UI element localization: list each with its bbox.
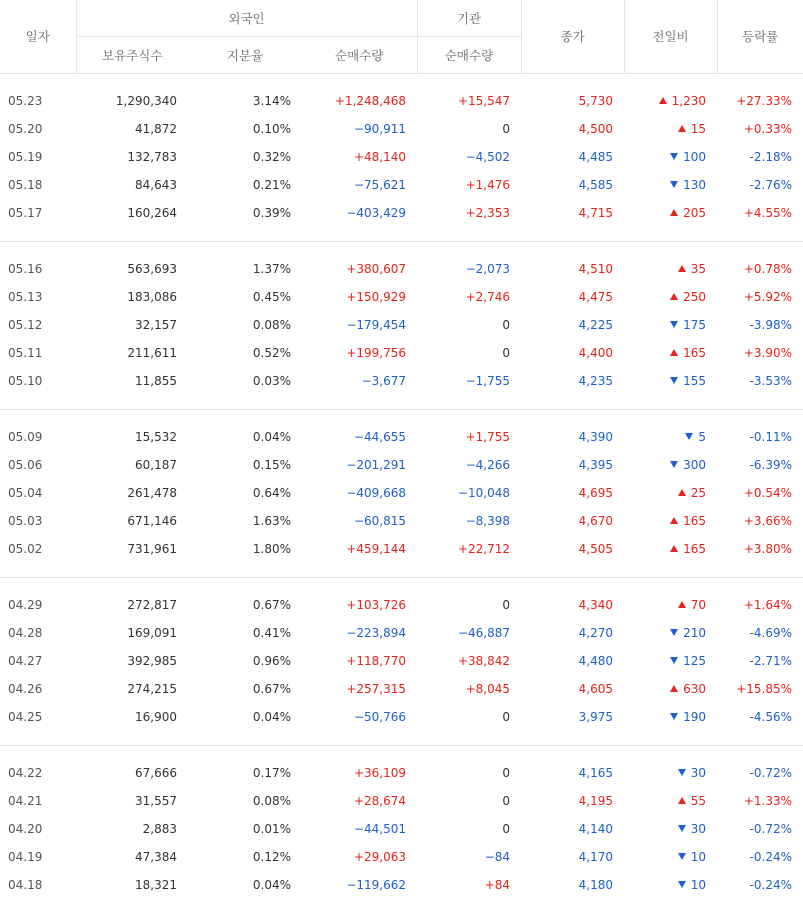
triangle-up-icon	[678, 601, 686, 608]
table-row	[0, 171, 803, 199]
cell-foreign-net: +1,248,468	[334, 94, 407, 108]
table-row	[0, 647, 803, 675]
cell-date: 05.04	[8, 486, 43, 500]
cell-foreign-net: −3,677	[361, 374, 407, 388]
cell-rate: -3.98%	[749, 318, 793, 332]
cell-date: 04.26	[8, 682, 43, 696]
cell-share: 0.41%	[252, 626, 291, 640]
table-row	[0, 815, 803, 843]
cell-foreign-net: +48,140	[353, 150, 407, 164]
cell-date: 04.18	[8, 878, 43, 892]
cell-rate: +1.33%	[743, 794, 793, 808]
cell-close: 4,195	[578, 794, 614, 808]
cell-change-value: 175	[683, 318, 707, 332]
cell-date: 05.17	[8, 206, 43, 220]
table-body	[0, 73, 803, 899]
triangle-down-icon	[670, 657, 678, 664]
group-gap	[0, 227, 803, 241]
cell-close: 4,475	[578, 290, 614, 304]
header-share: 지분율	[188, 36, 302, 73]
cell-date: 04.22	[8, 766, 43, 780]
cell-holdings: 731,961	[127, 542, 177, 556]
cell-change	[624, 311, 717, 339]
cell-close: 4,585	[578, 178, 614, 192]
cell-change-value: 5	[698, 430, 707, 444]
cell-change-value: 190	[683, 710, 707, 724]
table-row	[0, 535, 803, 563]
cell-change-value: 125	[683, 654, 707, 668]
cell-foreign-net: +29,063	[353, 850, 407, 864]
cell-rate: +0.78%	[743, 262, 793, 276]
cell-close: 4,140	[578, 822, 614, 836]
cell-holdings: 47,384	[135, 850, 177, 864]
cell-share: 0.21%	[252, 178, 291, 192]
cell-share: 0.17%	[252, 766, 291, 780]
triangle-down-icon	[678, 853, 686, 860]
cell-holdings: 169,091	[127, 626, 177, 640]
cell-foreign-net: −44,655	[353, 430, 407, 444]
cell-foreign-net: −44,501	[353, 822, 407, 836]
cell-foreign-net: +459,144	[346, 542, 407, 556]
cell-rate: -0.24%	[749, 850, 793, 864]
cell-share: 0.01%	[252, 822, 291, 836]
cell-share: 0.96%	[252, 654, 291, 668]
cell-close: 4,715	[578, 206, 614, 220]
table-header	[0, 0, 803, 73]
cell-date: 05.20	[8, 122, 43, 136]
cell-foreign-net: −179,454	[346, 318, 407, 332]
cell-change	[624, 507, 717, 535]
cell-rate: -2.18%	[749, 150, 793, 164]
cell-change	[624, 199, 717, 227]
cell-change-value: 165	[683, 346, 707, 360]
cell-rate: +3.90%	[743, 346, 793, 360]
cell-rate: +3.66%	[743, 514, 793, 528]
cell-change-value: 210	[683, 626, 707, 640]
triangle-down-icon	[670, 713, 678, 720]
cell-foreign-net: −223,894	[346, 626, 407, 640]
header-change: 전일비	[624, 0, 717, 73]
group-separator	[0, 241, 803, 255]
cell-holdings: 132,783	[127, 150, 177, 164]
cell-rate: -4.69%	[749, 626, 793, 640]
cell-change-value: 165	[683, 542, 707, 556]
cell-share: 1.37%	[252, 262, 291, 276]
cell-change	[624, 759, 717, 787]
cell-change-value: 250	[683, 290, 707, 304]
cell-share: 3.14%	[252, 94, 291, 108]
header-date: 일자	[0, 0, 76, 73]
cell-rate: -2.71%	[749, 654, 793, 668]
cell-date: 05.09	[8, 430, 43, 444]
cell-holdings: 183,086	[127, 290, 177, 304]
cell-inst-net: 0	[502, 794, 511, 808]
cell-close: 4,395	[578, 458, 614, 472]
cell-close: 4,235	[578, 374, 614, 388]
cell-foreign-net: +118,770	[346, 654, 407, 668]
cell-foreign-net: +150,929	[346, 290, 407, 304]
cell-share: 0.39%	[252, 206, 291, 220]
cell-foreign-net: +36,109	[353, 766, 407, 780]
cell-share: 0.10%	[252, 122, 291, 136]
group-gap	[0, 395, 803, 409]
cell-change	[624, 339, 717, 367]
cell-rate: -0.24%	[749, 878, 793, 892]
cell-change-value: 10	[690, 850, 707, 864]
cell-holdings: 274,215	[127, 682, 177, 696]
cell-inst-net: −4,266	[465, 458, 511, 472]
cell-inst-net: 0	[502, 318, 511, 332]
cell-rate: -0.72%	[749, 766, 793, 780]
cell-inst-net: −1,755	[465, 374, 511, 388]
cell-inst-net: +15,547	[457, 94, 511, 108]
cell-change-value: 300	[683, 458, 707, 472]
table-row	[0, 619, 803, 647]
triangle-down-icon	[670, 181, 678, 188]
cell-change	[624, 367, 717, 395]
cell-date: 04.28	[8, 626, 43, 640]
cell-date: 05.03	[8, 514, 43, 528]
cell-close: 4,180	[578, 878, 614, 892]
cell-rate: -2.76%	[749, 178, 793, 192]
table-row	[0, 283, 803, 311]
cell-change	[624, 647, 717, 675]
table-row	[0, 255, 803, 283]
cell-rate: +5.92%	[743, 290, 793, 304]
header-inst-net: 순매수량	[417, 36, 521, 73]
cell-change	[624, 451, 717, 479]
cell-foreign-net: +28,674	[353, 794, 407, 808]
cell-date: 04.27	[8, 654, 43, 668]
cell-date: 05.06	[8, 458, 43, 472]
cell-inst-net: +38,842	[457, 654, 511, 668]
cell-date: 04.21	[8, 794, 43, 808]
header-rate: 등락률	[717, 0, 803, 73]
cell-rate: +3.80%	[743, 542, 793, 556]
cell-change	[624, 115, 717, 143]
cell-close: 4,695	[578, 486, 614, 500]
cell-holdings: 18,321	[135, 878, 177, 892]
triangle-up-icon	[659, 97, 667, 104]
table-row	[0, 507, 803, 535]
cell-holdings: 67,666	[135, 766, 177, 780]
cell-change-value: 1,230	[671, 94, 707, 108]
cell-rate: -4.56%	[749, 710, 793, 724]
header-close: 종가	[521, 0, 624, 73]
cell-holdings: 1,290,340	[115, 94, 177, 108]
table-row	[0, 675, 803, 703]
cell-inst-net: −2,073	[465, 262, 511, 276]
cell-inst-net: +1,476	[465, 178, 511, 192]
cell-change-value: 130	[683, 178, 707, 192]
cell-share: 0.04%	[252, 710, 291, 724]
cell-change	[624, 619, 717, 647]
cell-change-value: 165	[683, 514, 707, 528]
cell-date: 05.13	[8, 290, 43, 304]
cell-inst-net: +22,712	[457, 542, 511, 556]
cell-change-value: 35	[690, 262, 707, 276]
cell-close: 4,400	[578, 346, 614, 360]
cell-share: 0.64%	[252, 486, 291, 500]
cell-foreign-net: −75,621	[353, 178, 407, 192]
cell-inst-net: 0	[502, 710, 511, 724]
cell-share: 0.67%	[252, 598, 291, 612]
cell-share: 0.52%	[252, 346, 291, 360]
cell-holdings: 272,817	[127, 598, 177, 612]
triangle-up-icon	[670, 349, 678, 356]
cell-foreign-net: +257,315	[346, 682, 407, 696]
cell-date: 04.20	[8, 822, 43, 836]
triangle-up-icon	[670, 209, 678, 216]
triangle-down-icon	[670, 377, 678, 384]
cell-change-value: 70	[690, 598, 707, 612]
cell-share: 0.04%	[252, 430, 291, 444]
triangle-up-icon	[670, 517, 678, 524]
cell-date: 05.16	[8, 262, 43, 276]
triangle-down-icon	[685, 433, 693, 440]
table-row	[0, 87, 803, 115]
triangle-up-icon	[678, 265, 686, 272]
table-row	[0, 143, 803, 171]
cell-change-value: 55	[690, 794, 707, 808]
cell-holdings: 31,557	[135, 794, 177, 808]
table-row	[0, 115, 803, 143]
group-separator	[0, 745, 803, 759]
cell-foreign-net: −403,429	[346, 206, 407, 220]
cell-inst-net: −10,048	[457, 486, 511, 500]
cell-holdings: 84,643	[135, 178, 177, 192]
triangle-down-icon	[670, 461, 678, 468]
cell-change	[624, 871, 717, 899]
cell-date: 05.12	[8, 318, 43, 332]
cell-close: 5,730	[578, 94, 614, 108]
cell-change-value: 205	[683, 206, 707, 220]
cell-share: 0.67%	[252, 682, 291, 696]
triangle-down-icon	[670, 153, 678, 160]
table-row	[0, 479, 803, 507]
cell-inst-net: −84	[484, 850, 511, 864]
cell-change	[624, 255, 717, 283]
cell-date: 05.02	[8, 542, 43, 556]
cell-holdings: 2,883	[142, 822, 177, 836]
header-foreign: 외국인	[76, 0, 417, 36]
cell-share: 0.12%	[252, 850, 291, 864]
cell-close: 4,270	[578, 626, 614, 640]
triangle-down-icon	[678, 769, 686, 776]
header-institution: 기관	[417, 0, 521, 36]
table-row	[0, 311, 803, 339]
cell-change-value: 15	[690, 122, 707, 136]
triangle-down-icon	[670, 629, 678, 636]
cell-share: 0.08%	[252, 794, 291, 808]
cell-holdings: 160,264	[127, 206, 177, 220]
cell-close: 4,170	[578, 850, 614, 864]
cell-holdings: 261,478	[127, 486, 177, 500]
cell-close: 4,670	[578, 514, 614, 528]
cell-rate: -6.39%	[749, 458, 793, 472]
triangle-down-icon	[678, 825, 686, 832]
cell-share: 1.63%	[252, 514, 291, 528]
cell-date: 05.18	[8, 178, 43, 192]
cell-change-value: 25	[690, 486, 707, 500]
triangle-up-icon	[670, 685, 678, 692]
cell-holdings: 15,532	[135, 430, 177, 444]
cell-holdings: 41,872	[135, 122, 177, 136]
cell-change	[624, 591, 717, 619]
cell-close: 4,605	[578, 682, 614, 696]
table-row	[0, 871, 803, 899]
triangle-up-icon	[670, 293, 678, 300]
table-row	[0, 591, 803, 619]
cell-share: 0.03%	[252, 374, 291, 388]
cell-change	[624, 787, 717, 815]
cell-holdings: 11,855	[135, 374, 177, 388]
cell-holdings: 32,157	[135, 318, 177, 332]
table-row	[0, 451, 803, 479]
cell-close: 4,340	[578, 598, 614, 612]
cell-inst-net: +8,045	[465, 682, 511, 696]
cell-foreign-net: −60,815	[353, 514, 407, 528]
cell-rate: +0.33%	[743, 122, 793, 136]
cell-foreign-net: +199,756	[346, 346, 407, 360]
cell-inst-net: 0	[502, 346, 511, 360]
cell-close: 4,505	[578, 542, 614, 556]
table-row	[0, 339, 803, 367]
cell-date: 04.29	[8, 598, 43, 612]
group-gap	[0, 731, 803, 745]
cell-date: 04.25	[8, 710, 43, 724]
triangle-down-icon	[670, 321, 678, 328]
cell-change	[624, 815, 717, 843]
triangle-up-icon	[670, 545, 678, 552]
cell-change	[624, 423, 717, 451]
cell-close: 4,390	[578, 430, 614, 444]
triangle-up-icon	[678, 489, 686, 496]
cell-holdings: 563,693	[127, 262, 177, 276]
cell-inst-net: +84	[484, 878, 511, 892]
cell-close: 3,975	[578, 710, 614, 724]
table-row	[0, 843, 803, 871]
cell-date: 05.10	[8, 374, 43, 388]
cell-holdings: 392,985	[127, 654, 177, 668]
cell-date: 04.19	[8, 850, 43, 864]
cell-foreign-net: −119,662	[346, 878, 407, 892]
cell-rate: -0.72%	[749, 822, 793, 836]
cell-close: 4,480	[578, 654, 614, 668]
cell-change	[624, 535, 717, 563]
cell-date: 05.11	[8, 346, 43, 360]
table-row	[0, 759, 803, 787]
triangle-up-icon	[678, 125, 686, 132]
header-foreign-net: 순매수량	[302, 36, 417, 73]
cell-holdings: 211,611	[127, 346, 177, 360]
cell-inst-net: 0	[502, 822, 511, 836]
cell-change	[624, 703, 717, 731]
cell-close: 4,510	[578, 262, 614, 276]
cell-inst-net: 0	[502, 766, 511, 780]
group-gap	[0, 563, 803, 577]
table-row	[0, 787, 803, 815]
cell-inst-net: +2,746	[465, 290, 511, 304]
cell-change	[624, 87, 717, 115]
cell-rate: +0.54%	[743, 486, 793, 500]
top-spacer	[0, 73, 803, 87]
cell-rate: -0.11%	[749, 430, 793, 444]
cell-inst-net: +1,755	[465, 430, 511, 444]
table-row	[0, 367, 803, 395]
cell-date: 05.19	[8, 150, 43, 164]
cell-change-value: 30	[690, 766, 707, 780]
cell-date: 05.23	[8, 94, 43, 108]
cell-inst-net: −46,887	[457, 626, 511, 640]
cell-close: 4,500	[578, 122, 614, 136]
cell-holdings: 671,146	[127, 514, 177, 528]
cell-foreign-net: −201,291	[346, 458, 407, 472]
cell-change	[624, 843, 717, 871]
cell-change	[624, 479, 717, 507]
cell-change-value: 630	[683, 682, 707, 696]
cell-inst-net: 0	[502, 122, 511, 136]
table-row	[0, 703, 803, 731]
cell-share: 0.32%	[252, 150, 291, 164]
cell-change-value: 100	[683, 150, 707, 164]
cell-rate: -3.53%	[749, 374, 793, 388]
cell-rate: +27.33%	[736, 94, 793, 108]
cell-share: 0.15%	[252, 458, 291, 472]
cell-change	[624, 675, 717, 703]
cell-close: 4,165	[578, 766, 614, 780]
cell-inst-net: 0	[502, 598, 511, 612]
cell-share: 0.08%	[252, 318, 291, 332]
cell-share: 0.45%	[252, 290, 291, 304]
cell-close: 4,225	[578, 318, 614, 332]
cell-foreign-net: −409,668	[346, 486, 407, 500]
cell-change	[624, 283, 717, 311]
cell-inst-net: +2,353	[465, 206, 511, 220]
cell-share: 0.04%	[252, 878, 291, 892]
triangle-down-icon	[678, 881, 686, 888]
cell-change-value: 155	[683, 374, 707, 388]
cell-change	[624, 171, 717, 199]
cell-foreign-net: +103,726	[346, 598, 407, 612]
cell-inst-net: −8,398	[465, 514, 511, 528]
cell-holdings: 60,187	[135, 458, 177, 472]
table-row	[0, 199, 803, 227]
triangle-up-icon	[678, 797, 686, 804]
cell-holdings: 16,900	[135, 710, 177, 724]
cell-change-value: 10	[690, 878, 707, 892]
table-row	[0, 423, 803, 451]
cell-rate: +15.85%	[736, 682, 793, 696]
group-separator	[0, 577, 803, 591]
cell-change-value: 30	[690, 822, 707, 836]
cell-rate: +4.55%	[743, 206, 793, 220]
cell-share: 1.80%	[252, 542, 291, 556]
cell-foreign-net: −90,911	[353, 122, 407, 136]
cell-change	[624, 143, 717, 171]
cell-foreign-net: +380,607	[346, 262, 407, 276]
cell-close: 4,485	[578, 150, 614, 164]
header-holdings: 보유주식수	[76, 36, 188, 73]
group-separator	[0, 409, 803, 423]
cell-rate: +1.64%	[743, 598, 793, 612]
cell-foreign-net: −50,766	[353, 710, 407, 724]
cell-inst-net: −4,502	[465, 150, 511, 164]
